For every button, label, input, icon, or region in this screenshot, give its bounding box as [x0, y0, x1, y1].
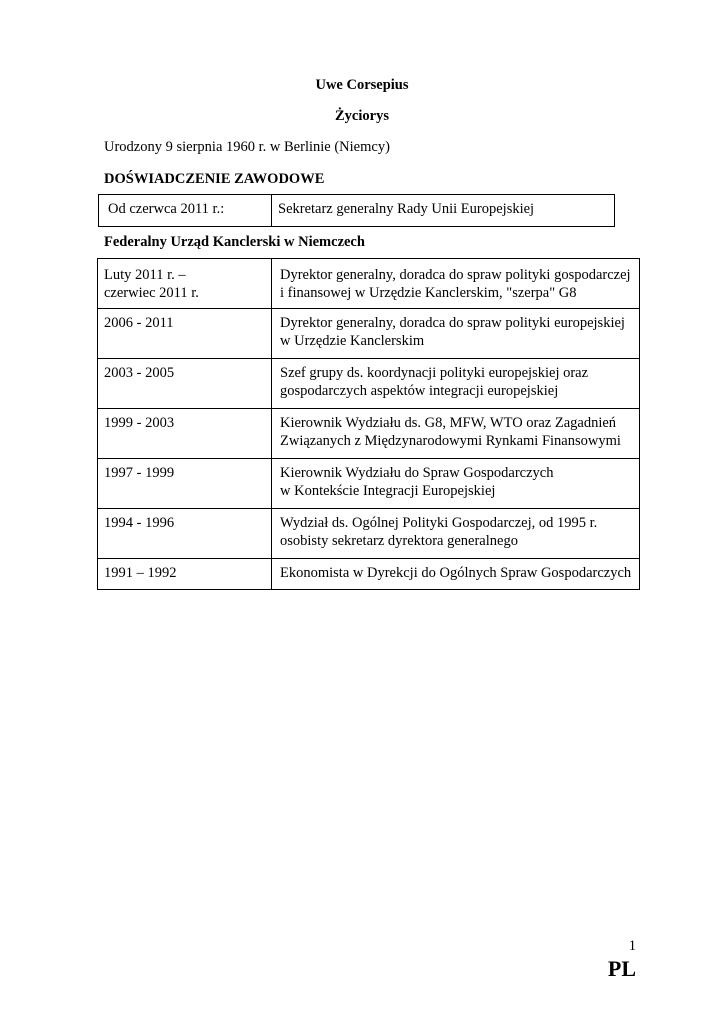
birth-info: Urodzony 9 sierpnia 1960 r. w Berlinie (Niemcy) [104, 139, 390, 155]
description-cell [272, 509, 640, 559]
current-period-cell: Od czerwca 2011 r.: [99, 195, 272, 227]
description-line: Wydział ds. Ogólnej Polityki Gospodarczej, od 1995 r. [280, 515, 598, 531]
table-row [98, 309, 640, 359]
period-line: 1997 - 1999 [104, 465, 175, 481]
description-cell [272, 259, 640, 309]
table-row [98, 359, 640, 409]
description-line: Związanych z Międzynarodowymi Rynkami Finansowymi [280, 432, 621, 449]
current-position-cell: Sekretarz generalny Rady Unii Europejskiej [272, 195, 615, 227]
period-cell [98, 359, 272, 409]
career-history-table [97, 258, 640, 590]
organization-heading: Federalny Urząd Kanclerski w Niemczech [104, 234, 365, 250]
current-position-table [98, 194, 615, 227]
language-code: PL [607, 956, 636, 981]
description-line: Kierownik Wydziału ds. G8, MFW, WTO oraz Zagadnień [280, 415, 617, 431]
period-line: Luty 2011 r. – [104, 267, 186, 283]
description-line: Dyrektor generalny, doradca do spraw polityki europejskiej [280, 315, 625, 331]
description-cell [272, 359, 640, 409]
description-line: i finansowej w Urzędzie Kanclerskim, "szerpa" G8 [280, 284, 577, 301]
description-cell [272, 559, 640, 590]
description-line: gospodarczych aspektów integracji europejskiej [280, 382, 559, 399]
document-title: Życiorys [335, 108, 389, 124]
period-cell [98, 559, 272, 590]
description-line: Dyrektor generalny, doradca do spraw polityki gospodarczej [280, 267, 631, 283]
description-cell [272, 409, 640, 459]
period-line: 2006 - 2011 [104, 315, 174, 331]
description-line: w Urzędzie Kanclerskim [280, 332, 425, 349]
period-cell [98, 459, 272, 509]
table-row [99, 195, 615, 227]
description-line: w Kontekście Integracji Europejskiej [280, 482, 496, 499]
description-line: osobisty sekretarz dyrektora generalnego [280, 532, 518, 549]
period-line: 2003 - 2005 [104, 365, 175, 381]
description-line: Szef grupy ds. koordynacji polityki europejskiej oraz [280, 365, 589, 381]
page-number: 1 [628, 938, 636, 954]
table-row [98, 559, 640, 590]
period-cell [98, 309, 272, 359]
description-line: Kierownik Wydziału do Spraw Gospodarczych [280, 465, 554, 481]
description-cell [272, 459, 640, 509]
period-cell [98, 509, 272, 559]
period-line: 1991 – 1992 [104, 565, 177, 581]
description-line: Ekonomista w Dyrekcji do Ogólnych Spraw Gospodarczych [280, 565, 632, 581]
person-name: Uwe Corsepius [315, 77, 409, 93]
table-row [98, 459, 640, 509]
table-row [98, 259, 640, 309]
period-cell [98, 409, 272, 459]
description-cell [272, 309, 640, 359]
period-cell [98, 259, 272, 309]
period-line: 1994 - 1996 [104, 515, 175, 531]
table-row [98, 509, 640, 559]
period-line: czerwiec 2011 r. [104, 284, 199, 301]
period-line: 1999 - 2003 [104, 415, 175, 431]
experience-heading: DOŚWIADCZENIE ZAWODOWE [104, 171, 325, 187]
table-row [98, 409, 640, 459]
